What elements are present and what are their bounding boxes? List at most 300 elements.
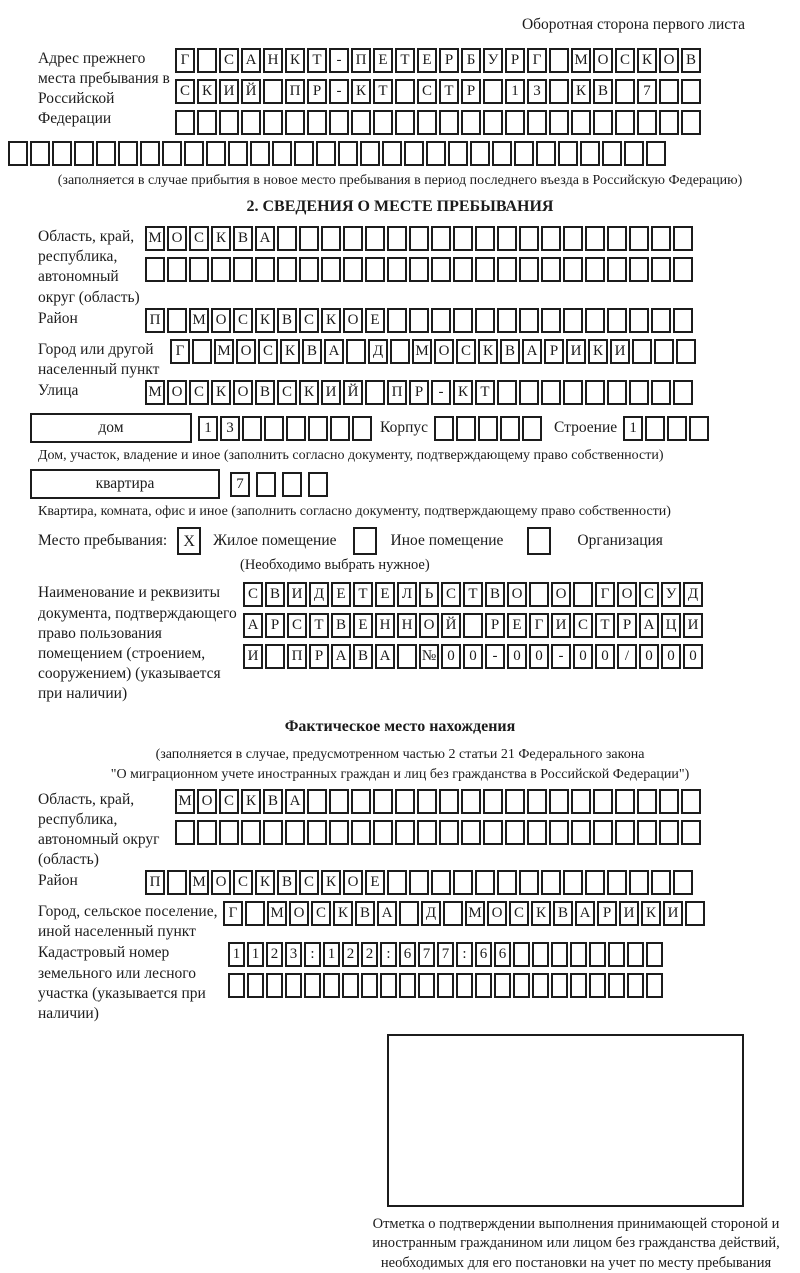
char-box: Г (527, 48, 547, 73)
char-box: Д (683, 582, 703, 607)
char-box (541, 226, 561, 251)
char-box (282, 472, 302, 497)
char-box (285, 110, 305, 135)
cadastral-label: Кадастровый номер земельного или лесного участка (указывается при наличии) (38, 944, 206, 1022)
char-box (461, 110, 481, 135)
char-box (140, 141, 160, 166)
checkbox-organization (527, 527, 551, 555)
char-box: С (299, 308, 319, 333)
char-box: О (211, 308, 231, 333)
street-label: Улица (38, 382, 79, 400)
char-box: И (243, 644, 263, 669)
char-box: К (351, 79, 371, 104)
char-box (475, 308, 495, 333)
char-box (505, 110, 525, 135)
char-box (585, 308, 605, 333)
char-box (475, 257, 495, 282)
char-box: 7 (437, 942, 454, 967)
char-box (676, 339, 696, 364)
street-row (145, 380, 695, 405)
char-box: М (267, 901, 287, 926)
char-box: - (329, 79, 349, 104)
char-box (351, 820, 371, 845)
char-box (409, 226, 429, 251)
char-box: М (145, 380, 165, 405)
char-box: Е (507, 613, 527, 638)
char-box: - (431, 380, 451, 405)
char-box (673, 226, 693, 251)
char-box: М (175, 789, 195, 814)
char-box (426, 141, 446, 166)
char-box (461, 820, 481, 845)
char-box (175, 110, 195, 135)
actual-location-caption-1: (заполняется в случае, предусмотренном частью 2 статьи 21 Федерального закона (155, 747, 645, 763)
char-box (197, 110, 217, 135)
char-box (615, 79, 635, 104)
document-label: Наименование и реквизиты документа, подтверждающего право пользования помещением (строением, сооружением) (указывается при наличии) (38, 584, 237, 703)
char-box: В (265, 582, 285, 607)
char-box (563, 226, 583, 251)
street-field (38, 380, 800, 411)
char-box: О (236, 339, 256, 364)
char-box (329, 789, 349, 814)
char-box (541, 257, 561, 282)
prev-address-rows (175, 48, 800, 141)
char-box: Р (439, 48, 459, 73)
char-box (307, 789, 327, 814)
char-box: Т (595, 613, 615, 638)
char-box: 1 (247, 942, 264, 967)
char-box: Р (307, 79, 327, 104)
char-box (646, 141, 666, 166)
char-box: К (478, 339, 498, 364)
char-box: К (241, 789, 261, 814)
char-box (399, 973, 416, 998)
char-box (646, 942, 663, 967)
actual-city-label: Город, сельское поселение, иной населенный пункт (38, 903, 218, 941)
char-box: В (277, 870, 297, 895)
char-box (417, 789, 437, 814)
char-box (513, 942, 530, 967)
char-box: 0 (661, 644, 681, 669)
house-type-box: дом (30, 413, 192, 443)
char-box: О (197, 789, 217, 814)
char-box: О (289, 901, 309, 926)
char-box: Н (397, 613, 417, 638)
actual-location-title: Фактическое место нахождения (284, 718, 516, 736)
korpus-cells (434, 416, 544, 441)
char-box: В (681, 48, 701, 73)
char-box (629, 870, 649, 895)
char-box: С (243, 582, 263, 607)
prev-address-caption: (заполняется в случае прибытия в новое место пребывания в период последнего въезда в Российскую Федерацию) (57, 173, 743, 188)
char-box: Е (373, 48, 393, 73)
char-box (241, 820, 261, 845)
char-box: К (531, 901, 551, 926)
actual-district-row (145, 870, 695, 895)
char-box (395, 789, 415, 814)
char-box: Р (617, 613, 637, 638)
char-box: 3 (220, 416, 240, 441)
char-box: Т (353, 582, 373, 607)
char-box (219, 110, 239, 135)
char-box: К (255, 870, 275, 895)
char-box (409, 870, 429, 895)
char-box: К (299, 380, 319, 405)
char-box (497, 257, 517, 282)
char-box (184, 141, 204, 166)
actual-region-field (38, 789, 800, 871)
char-box (343, 257, 363, 282)
prev-address-field (38, 48, 800, 141)
char-box: 0 (507, 644, 527, 669)
char-box: У (483, 48, 503, 73)
char-box (417, 110, 437, 135)
actual-region-label: Область, край, республика, автономный округ (область) (38, 790, 160, 869)
char-box (316, 141, 336, 166)
confirmation-stamp-box (387, 1034, 744, 1207)
char-box: Т (309, 613, 329, 638)
char-box: С (639, 582, 659, 607)
char-box (514, 141, 534, 166)
actual-district-label: Район (38, 872, 78, 890)
char-box (497, 226, 517, 251)
char-box (585, 226, 605, 251)
char-box (615, 110, 635, 135)
char-box (505, 789, 525, 814)
char-box (585, 870, 605, 895)
cadastral-row-1 (228, 942, 800, 967)
char-box: Р (309, 644, 329, 669)
char-box: С (175, 79, 195, 104)
char-box: К (321, 308, 341, 333)
char-box (659, 789, 679, 814)
cadastral-row-2 (228, 973, 800, 998)
char-box: Й (241, 79, 261, 104)
region-rows (145, 226, 800, 288)
char-box (627, 942, 644, 967)
char-box (551, 942, 568, 967)
char-box: № (419, 644, 439, 669)
stay-type-row (38, 527, 800, 555)
char-box (192, 339, 212, 364)
char-box (527, 110, 547, 135)
char-box (167, 308, 187, 333)
char-box: А (377, 901, 397, 926)
char-box (8, 141, 28, 166)
char-box: К (285, 48, 305, 73)
char-box (342, 973, 359, 998)
char-box (380, 973, 397, 998)
char-box (294, 141, 314, 166)
stroenie-label: Строение (554, 419, 618, 437)
char-box (263, 110, 283, 135)
char-box: 0 (463, 644, 483, 669)
char-box (30, 141, 50, 166)
char-box (681, 79, 701, 104)
char-box (497, 870, 517, 895)
char-box: И (219, 79, 239, 104)
apartment-line (30, 469, 800, 499)
char-box: Д (309, 582, 329, 607)
char-box (167, 870, 187, 895)
char-box (162, 141, 182, 166)
char-box: Г (170, 339, 190, 364)
char-box: А (243, 613, 263, 638)
district-row (145, 308, 695, 333)
char-box (321, 226, 341, 251)
char-box: Г (595, 582, 615, 607)
char-box (593, 110, 613, 135)
char-box: К (280, 339, 300, 364)
char-box: О (617, 582, 637, 607)
char-box (673, 870, 693, 895)
char-box (651, 870, 671, 895)
char-box (409, 257, 429, 282)
char-box (439, 110, 459, 135)
char-box (463, 613, 483, 638)
char-box (685, 901, 705, 926)
char-box (255, 257, 275, 282)
char-box (118, 141, 138, 166)
char-box: 6 (399, 942, 416, 967)
char-box: П (287, 644, 307, 669)
char-box: Е (375, 582, 395, 607)
char-box: В (500, 339, 520, 364)
char-box: П (387, 380, 407, 405)
char-box (397, 644, 417, 669)
char-box: 1 (198, 416, 218, 441)
char-box: 6 (475, 942, 492, 967)
char-box (563, 257, 583, 282)
char-box (541, 308, 561, 333)
char-box (549, 48, 569, 73)
checkbox-residential: X (177, 527, 201, 555)
apartment-caption: Квартира, комната, офис и иное (заполнить согласно документу, подтверждающему право собственности) (38, 504, 671, 520)
house-number-cells (198, 416, 374, 441)
char-box (431, 257, 451, 282)
char-box: М (571, 48, 591, 73)
char-box (571, 820, 591, 845)
char-box (256, 472, 276, 497)
char-box: Т (395, 48, 415, 73)
char-box (211, 257, 231, 282)
char-box: 3 (285, 942, 302, 967)
char-box: П (145, 308, 165, 333)
char-box: 0 (595, 644, 615, 669)
char-box (321, 257, 341, 282)
char-box (437, 973, 454, 998)
char-box (500, 416, 520, 441)
char-box: Р (485, 613, 505, 638)
document-row-1 (243, 582, 800, 607)
char-box (418, 973, 435, 998)
char-box: А (324, 339, 344, 364)
char-box (387, 257, 407, 282)
char-box: И (683, 613, 703, 638)
char-box: М (189, 870, 209, 895)
char-box (673, 380, 693, 405)
apartment-type-box: квартира (30, 469, 220, 499)
char-box (607, 226, 627, 251)
char-box (285, 820, 305, 845)
char-box (241, 110, 261, 135)
char-box (637, 789, 657, 814)
char-box: 1 (505, 79, 525, 104)
char-box: Ц (661, 613, 681, 638)
char-box: Н (263, 48, 283, 73)
char-box: К (588, 339, 608, 364)
char-box: Т (373, 79, 393, 104)
char-box: И (551, 613, 571, 638)
char-box: А (241, 48, 261, 73)
char-box (245, 901, 265, 926)
char-box (448, 141, 468, 166)
char-box (492, 141, 512, 166)
char-box (549, 820, 569, 845)
char-box (470, 141, 490, 166)
char-box: А (255, 226, 275, 251)
korpus-label: Корпус (380, 419, 428, 437)
char-box (456, 973, 473, 998)
char-box: К (211, 226, 231, 251)
char-box: В (331, 613, 351, 638)
char-box: 1 (228, 942, 245, 967)
char-box: И (287, 582, 307, 607)
char-box (527, 820, 547, 845)
char-box: 6 (494, 942, 511, 967)
char-box (365, 257, 385, 282)
char-box (659, 110, 679, 135)
char-box (624, 141, 644, 166)
char-box: О (167, 380, 187, 405)
char-box: К (255, 308, 275, 333)
char-box: : (380, 942, 397, 967)
char-box (475, 870, 495, 895)
char-box (242, 416, 262, 441)
char-box (563, 308, 583, 333)
house-line (30, 413, 800, 443)
char-box (651, 308, 671, 333)
stroenie-cells (623, 416, 711, 441)
char-box: И (566, 339, 586, 364)
city-row (170, 339, 698, 364)
char-box (395, 820, 415, 845)
char-box: В (263, 789, 283, 814)
char-box (629, 380, 649, 405)
document-field (38, 582, 800, 704)
char-box: П (145, 870, 165, 895)
char-box (475, 226, 495, 251)
char-box (519, 380, 539, 405)
stay-type-hint: (Необходимо выбрать нужное) (240, 557, 430, 574)
char-box: А (522, 339, 542, 364)
char-box (263, 820, 283, 845)
char-box (285, 973, 302, 998)
char-box: А (331, 644, 351, 669)
char-box (453, 226, 473, 251)
char-box: С (233, 870, 253, 895)
char-box: Б (461, 48, 481, 73)
cadastral-field (38, 942, 800, 1024)
char-box (532, 973, 549, 998)
char-box (673, 257, 693, 282)
char-box: 0 (683, 644, 703, 669)
char-box: А (375, 644, 395, 669)
char-box (632, 339, 652, 364)
region-field (38, 226, 800, 308)
char-box (659, 79, 679, 104)
char-box (263, 79, 283, 104)
char-box (365, 380, 385, 405)
char-box (681, 110, 701, 135)
actual-region-row-2 (175, 820, 800, 845)
char-box (558, 141, 578, 166)
char-box (250, 141, 270, 166)
char-box (519, 870, 539, 895)
char-box (536, 141, 556, 166)
char-box (593, 820, 613, 845)
char-box: К (333, 901, 353, 926)
char-box (541, 870, 561, 895)
char-box (439, 789, 459, 814)
char-box (453, 870, 473, 895)
char-box: О (551, 582, 571, 607)
region-row-2 (145, 257, 800, 282)
char-box (346, 339, 366, 364)
char-box (607, 380, 627, 405)
char-box: 0 (639, 644, 659, 669)
page-header: Оборотная сторона первого листа (521, 16, 745, 33)
char-box: 0 (529, 644, 549, 669)
char-box: С (219, 48, 239, 73)
char-box: П (351, 48, 371, 73)
char-box: В (353, 644, 373, 669)
char-box (456, 416, 476, 441)
char-box (330, 416, 350, 441)
region-row-1 (145, 226, 800, 251)
char-box (390, 339, 410, 364)
option-residential-label: Жилое помещение (213, 532, 337, 550)
char-box: 7 (637, 79, 657, 104)
char-box (219, 820, 239, 845)
char-box (570, 942, 587, 967)
char-box: О (343, 870, 363, 895)
char-box: В (355, 901, 375, 926)
char-box: 1 (323, 942, 340, 967)
char-box (637, 820, 657, 845)
char-box (497, 308, 517, 333)
char-box (206, 141, 226, 166)
char-box (483, 110, 503, 135)
char-box (461, 789, 481, 814)
actual-district-field (38, 870, 800, 901)
char-box (399, 901, 419, 926)
char-box (299, 257, 319, 282)
document-rows (243, 582, 800, 675)
char-box (343, 226, 363, 251)
char-box (527, 789, 547, 814)
char-box (197, 820, 217, 845)
char-box (522, 416, 542, 441)
char-box: 1 (623, 416, 643, 441)
char-box (323, 973, 340, 998)
char-box (549, 79, 569, 104)
actual-region-row-1 (175, 789, 800, 814)
char-box (373, 110, 393, 135)
char-box: 7 (230, 472, 250, 497)
document-row-2 (243, 613, 800, 638)
